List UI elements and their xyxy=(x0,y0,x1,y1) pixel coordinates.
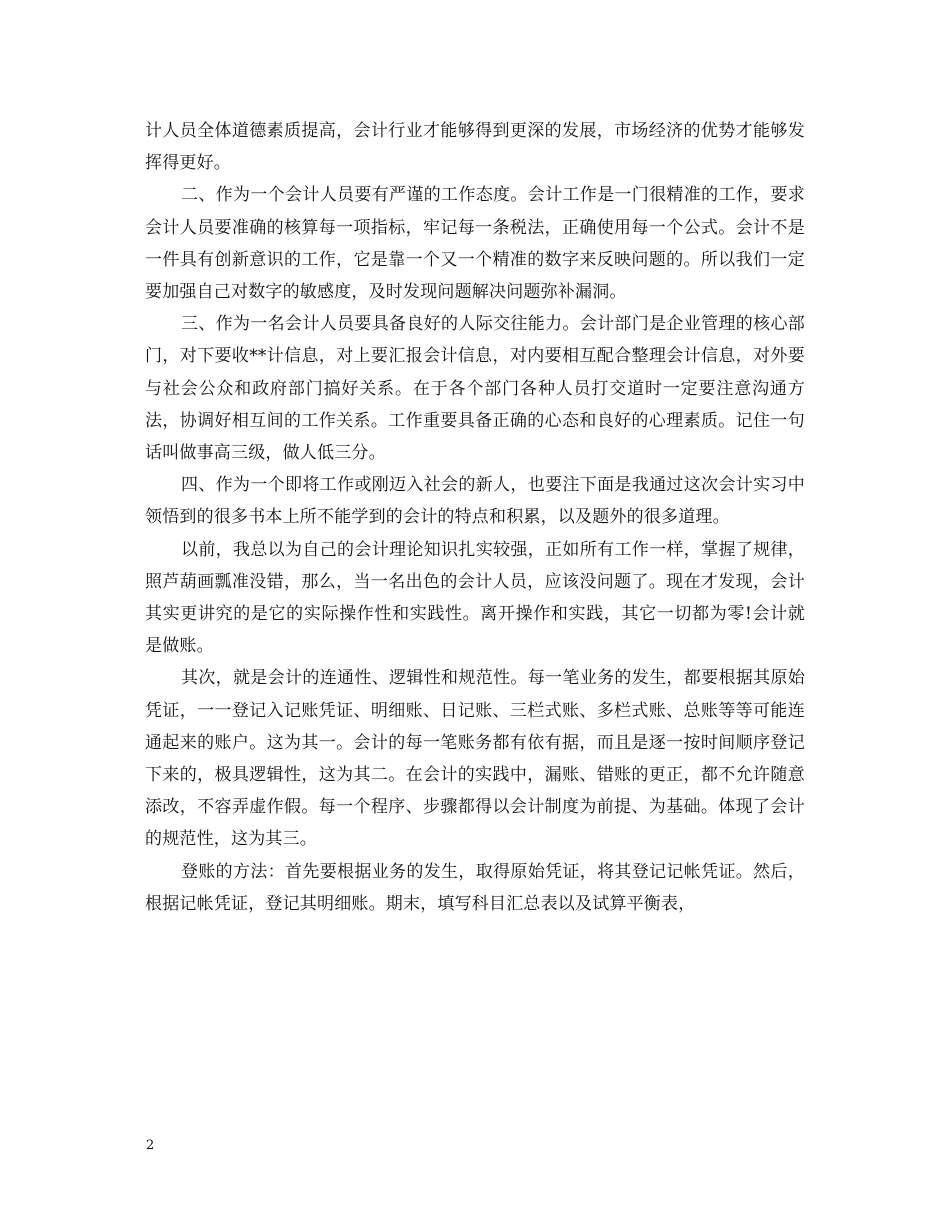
body-text xyxy=(145,115,805,920)
paragraph: 四、作为一个即将工作或刚迈入社会的新人，也要注下面是我通过这次会计实习中领悟到的很多书本上所不能学到的会计的特点和积累，以及题外的很多道理。 xyxy=(145,475,805,528)
page-number: 2 xyxy=(146,1138,155,1153)
paragraph: 登账的方法：首先要根据业务的发生，取得原始凭证，将其登记记帐凭证。然后，根据记帐凭证，登记其明细账。期末，填写科目汇总表以及试算平衡表， xyxy=(145,861,805,914)
paragraph: 其次，就是会计的连通性、逻辑性和规范性。每一笔业务的发生，都要根据其原始凭证，一一登记入记账凭证、明细账、日记账、三栏式账、多栏式账、总账等等可能连通起来的账户。这为其一。会计的每一笔账务都有依有据，而且是逐一按时间顺序登记下来的，极具逻辑性，这为其二。在会计的实践中，漏账、错账的更正，都不允许随意添改，不容弄虚作假。每一个程序、步骤都得以会计制度为前提、为基础。体现了会计的规范性，这为其三。 xyxy=(145,668,805,850)
paragraph: 二、作为一个会计人员要有严谨的工作态度。会计工作是一门很精准的工作，要求会计人员要准确的核算每一项指标，牢记每一条税法，正确使用每一个公式。会计不是一件具有创新意识的工作，它是靠一个又一个精准的数字来反映问题的。所以我们一定要加强自己对数字的敏感度，及时发现问题解决问题弥补漏洞。 xyxy=(145,185,805,303)
paragraph: 三、作为一名会计人员要具备良好的人际交往能力。会计部门是企业管理的核心部门，对下要收**计信息，对上要汇报会计信息，对内要相互配合整理会计信息，对外要与社会公众和政府部门搞好关系。在于各个部门各种人员打交道时一定要注意沟通方法，协调好相互间的工作关系。工作重要具备正确的心态和良好的心理素质。记住一句话叫做事高三级，做人低三分。 xyxy=(145,314,805,464)
paragraph: 计人员全体道德素质提高，会计行业才能够得到更深的发展，市场经济的优势才能够发挥得更好。 xyxy=(145,121,805,174)
paragraph: 以前，我总以为自己的会计理论知识扎实较强，正如所有工作一样，掌握了规律，照芦葫画瓢准没错，那么，当一名出色的会计人员，应该没问题了。现在才发现，会计其实更讲究的是它的实际操作性和实践性。离开操作和实践，其它一切都为零!会计就是做账。 xyxy=(145,539,805,657)
